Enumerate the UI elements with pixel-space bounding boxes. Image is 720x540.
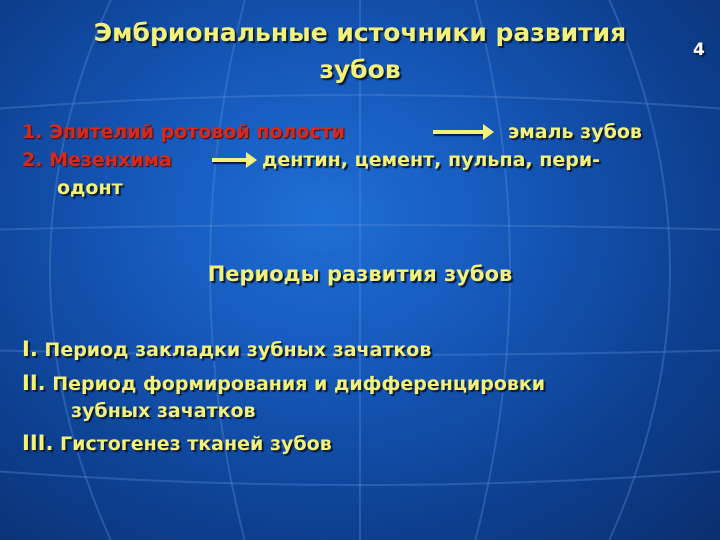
period-1-text: Период закладки зубных зачатков xyxy=(44,339,432,361)
period-3 xyxy=(22,430,332,457)
source-1-arrow-icon xyxy=(433,130,485,134)
periods-heading: Периоды развития зубов xyxy=(207,262,513,286)
slide-title-line-1: Эмбриональные источники развития xyxy=(93,18,627,47)
page-number: 4 xyxy=(693,40,705,60)
period-2-text: Период формирования и дифференцировки xyxy=(52,373,546,395)
slide-title-line-2: зубов xyxy=(319,55,401,84)
period-3-number: III. xyxy=(22,431,54,455)
period-2-number: II. xyxy=(22,371,46,395)
source-2-result-cont: одонт xyxy=(57,177,123,199)
period-1 xyxy=(22,336,431,363)
period-2 xyxy=(22,370,545,397)
slide-title xyxy=(0,14,720,88)
source-1-origin xyxy=(22,119,345,145)
source-1-origin-text: Эпителий ротовой полости xyxy=(49,121,345,143)
source-1-number: 1. xyxy=(22,121,43,143)
period-2-cont: зубных зачатков xyxy=(71,400,256,422)
period-1-number: I. xyxy=(22,337,38,361)
source-1-result: эмаль зубов xyxy=(508,121,642,143)
source-2-arrow-icon xyxy=(212,158,248,162)
source-2-origin xyxy=(22,147,172,173)
source-2-number: 2. xyxy=(22,149,43,171)
source-2-result: дентин, цемент, пульпа, пери- xyxy=(262,149,601,171)
period-3-text: Гистогенез тканей зубов xyxy=(60,433,332,455)
source-2-origin-text: Мезенхима xyxy=(49,149,172,171)
